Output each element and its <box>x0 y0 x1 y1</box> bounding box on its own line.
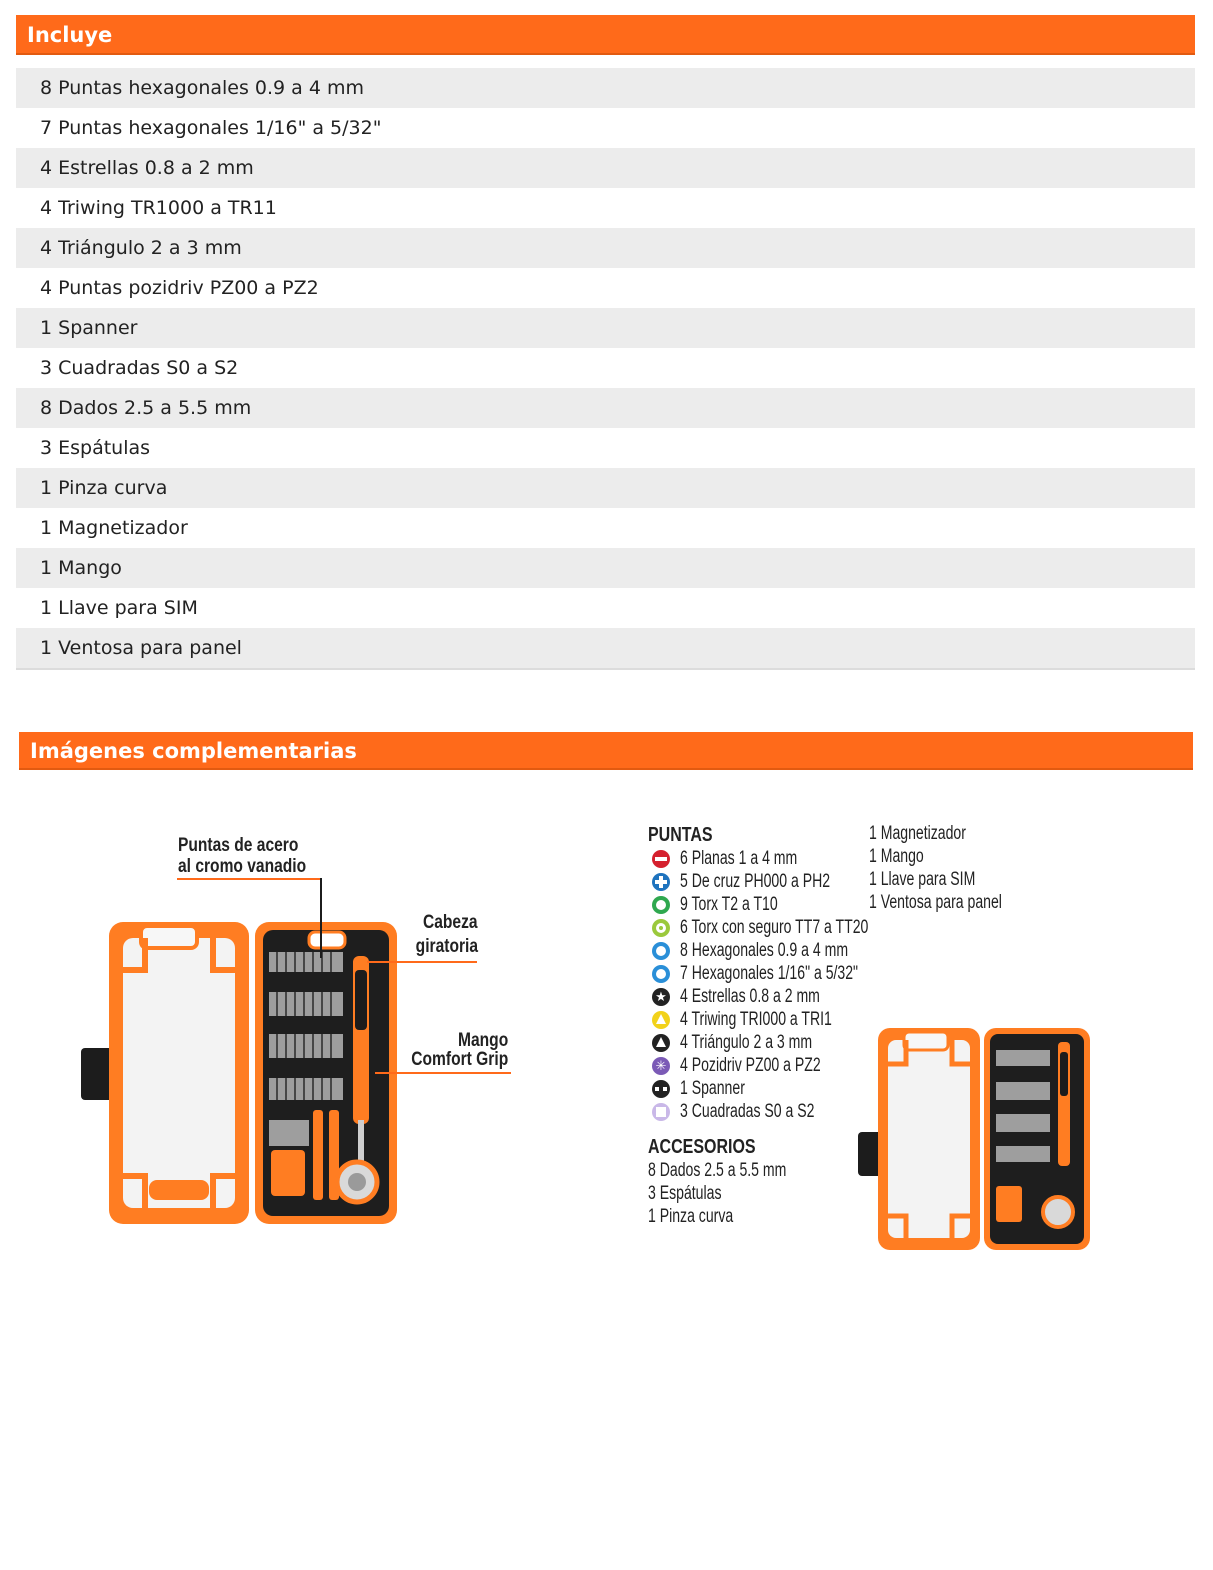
list-item: 1 Spanner <box>16 308 1195 348</box>
list-item: 8 Dados 2.5 a 5.5 mm <box>16 388 1195 428</box>
callout-mango-line1: Mango <box>457 1030 508 1051</box>
square-bit-icon <box>652 1103 670 1121</box>
list-item: 8 Puntas hexagonales 0.9 a 4 mm <box>16 68 1195 108</box>
section-header-imagenes: Imágenes complementarias <box>19 732 1193 770</box>
puntas-item: 8 Hexagonales 0.9 a 4 mm <box>680 940 849 961</box>
callout-puntas-line1: Puntas de acero <box>178 835 299 856</box>
accesorios-item: 3 Espátulas <box>648 1183 722 1204</box>
callout-puntas-line2: al cromo vanadio <box>178 856 307 877</box>
puntas-item: 5 De cruz PH000 a PH2 <box>680 871 831 892</box>
puntas-item: 4 Triángulo 2 a 3 mm <box>680 1032 813 1053</box>
puntas-item: 6 Planas 1 a 4 mm <box>680 848 798 869</box>
flat-bit-icon <box>652 850 670 868</box>
accesorios-item: 1 Pinza curva <box>648 1206 734 1227</box>
list-item: 4 Estrellas 0.8 a 2 mm <box>16 148 1195 188</box>
extras-item: 1 Magnetizador <box>869 823 966 844</box>
list-item: 1 Ventosa para panel <box>16 628 1195 668</box>
puntas-title: PUNTAS <box>648 824 713 846</box>
puntas-item: 3 Cuadradas S0 a S2 <box>680 1101 815 1122</box>
toolkit-feature-image <box>75 820 535 1240</box>
list-item: 4 Triángulo 2 a 3 mm <box>16 228 1195 268</box>
torx-bit-icon <box>652 896 670 914</box>
hex-bit-icon <box>652 942 670 960</box>
extras-item: 1 Mango <box>869 846 924 867</box>
list-item: 1 Llave para SIM <box>40 597 198 619</box>
accesorios-title: ACCESORIOS <box>648 1136 756 1158</box>
list-item: 4 Triwing TR1000 a TR11 <box>40 197 277 219</box>
included-items-list <box>16 68 1195 670</box>
puntas-item: 9 Torx T2 a T10 <box>680 894 778 915</box>
list-item: 3 Espátulas <box>40 437 151 459</box>
toolkit-contents-image <box>648 820 1148 1260</box>
list-divider <box>16 668 1195 670</box>
puntas-item: 4 Pozidriv PZ00 a PZ2 <box>680 1055 821 1076</box>
callout-cabeza-line2: giratoria <box>415 936 478 957</box>
puntas-item: 6 Torx con seguro TT7 a TT20 <box>680 917 869 938</box>
list-item: 4 Puntas pozidriv PZ00 a PZ2 <box>40 277 319 299</box>
callout-cabeza-underline <box>367 961 477 963</box>
toolkit-case-small-illustration <box>854 1020 1104 1260</box>
puntas-item: 4 Triwing TRI000 a TRI1 <box>680 1009 832 1030</box>
callout-puntas-underline <box>177 878 322 880</box>
callout-mango-line2: Comfort Grip <box>411 1049 508 1070</box>
puntas-item: 4 Estrellas 0.8 a 2 mm <box>680 986 820 1007</box>
callout-puntas-leader <box>320 878 322 958</box>
security-torx-bit-icon <box>652 919 670 937</box>
callout-mango-underline <box>375 1072 511 1074</box>
list-item: 3 Cuadradas S0 a S2 <box>40 357 239 379</box>
puntas-item: 1 Spanner <box>680 1078 745 1099</box>
callout-cabeza-line1: Cabeza <box>423 912 478 933</box>
triangle-bit-icon <box>652 1034 670 1052</box>
star-bit-icon: ★ <box>652 988 670 1006</box>
extras-item: 1 Llave para SIM <box>869 869 976 890</box>
spanner-bit-icon <box>652 1080 670 1098</box>
list-item: 1 Magnetizador <box>40 517 188 539</box>
puntas-item: 7 Hexagonales 1/16" a 5/32" <box>680 963 859 984</box>
list-item: 7 Puntas hexagonales 1/16" a 5/32" <box>40 117 382 139</box>
list-item: 1 Pinza curva <box>16 468 1195 508</box>
extras-item: 1 Ventosa para panel <box>869 892 1002 913</box>
hex-inch-bit-icon <box>652 965 670 983</box>
list-item: 1 Mango <box>16 548 1195 588</box>
pozidriv-bit-icon: ✳ <box>652 1057 670 1075</box>
accesorios-item: 8 Dados 2.5 a 5.5 mm <box>648 1160 787 1181</box>
triwing-bit-icon <box>652 1011 670 1029</box>
section-header-incluye: Incluye <box>16 15 1195 55</box>
phillips-bit-icon <box>652 873 670 891</box>
